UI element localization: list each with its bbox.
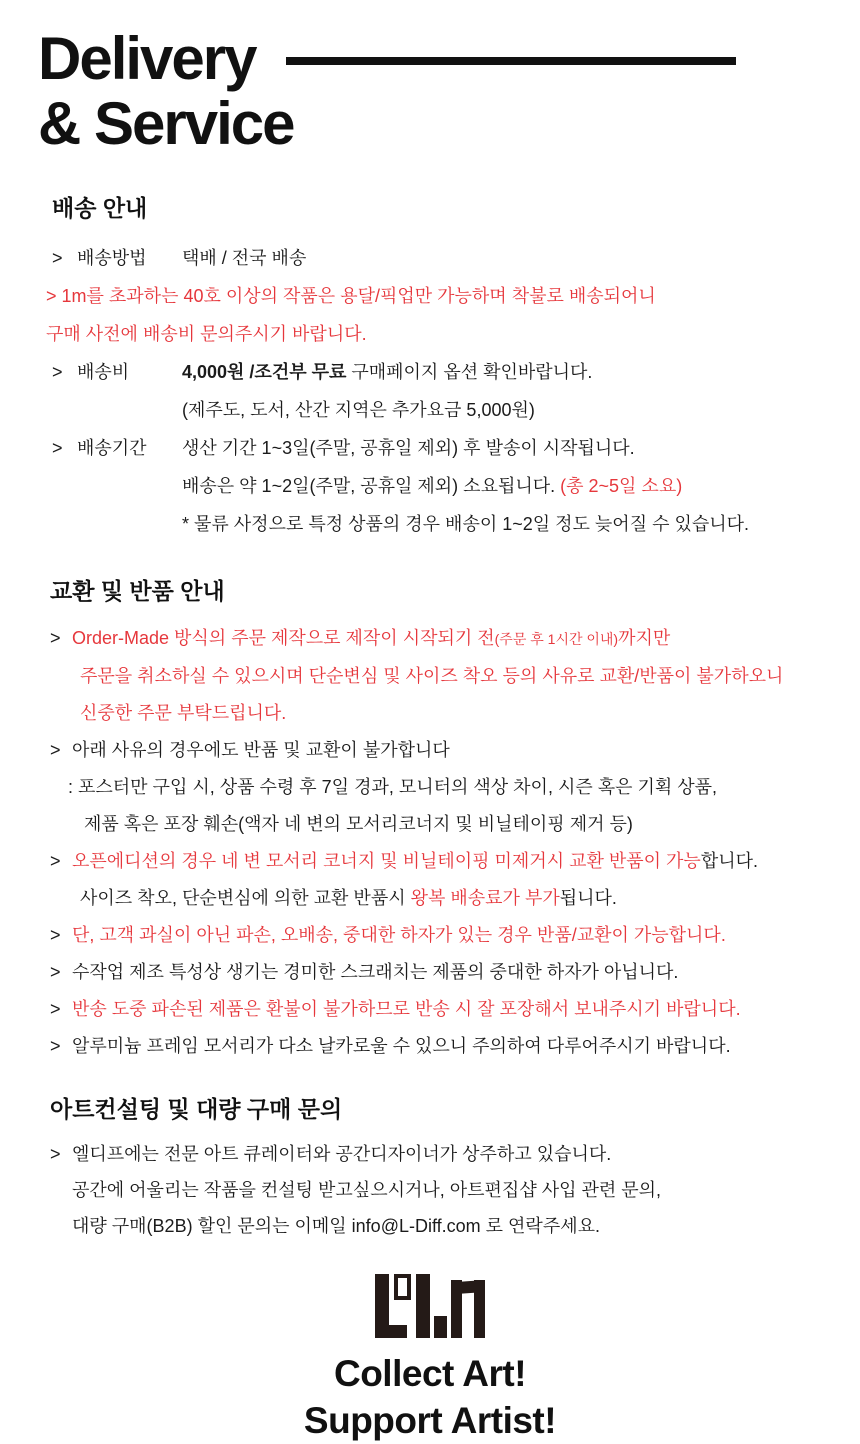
returns-line-roundtrip-fee — [50, 880, 820, 917]
returns-line-order-made — [50, 620, 820, 658]
page-title — [0, 0, 860, 156]
bullet-chevron: > — [50, 999, 61, 1019]
returns-r3b-black2: 됩니다. — [559, 888, 617, 908]
returns-order-made-text — [72, 620, 670, 658]
section-returns — [0, 573, 860, 1065]
shipping-method-value: 택배 / 전국 배송 — [182, 248, 307, 268]
consulting-line1-text: 엘디프에는 전문 아트 큐레이터와 공간디자이너가 상주하고 있습니다. — [72, 1144, 612, 1164]
logo-block-dot-bar — [434, 1316, 447, 1338]
shipping-fee-value — [182, 353, 820, 391]
shipping-period-line3: * 물류 사정으로 특정 상품의 경우 배송이 1~2일 정도 늦어질 수 있습니다. — [182, 514, 750, 534]
bullet-chevron: > — [50, 1144, 61, 1164]
shipping-period-row — [52, 429, 820, 467]
returns-r1-part2: 까지만 — [618, 628, 671, 648]
bullet-chevron: > — [50, 740, 61, 760]
consulting-line1 — [50, 1136, 820, 1172]
consulting-line2: 공간에 어울리는 작품을 컨설팅 받고싶으시거나, 아트편집샵 사입 관련 문의, — [72, 1180, 662, 1200]
returns-r3b-red: 왕복 배송료가 부가 — [410, 888, 560, 908]
returns-no-return-text: 아래 사유의 경우에도 반품 및 교환이 불가합니다 — [72, 740, 450, 760]
returns-open-edition-text — [72, 843, 758, 880]
returns-r1-part1: Order-Made 방식의 주문 제작으로 제작이 시작되기 전 — [72, 628, 495, 648]
returns-line-open-edition — [50, 843, 820, 880]
bullet-chevron: > — [50, 628, 61, 648]
title-rule-line — [286, 57, 736, 65]
logo-block-l-foot — [375, 1325, 407, 1338]
slogan-collect-art: Collect Art! — [333, 1353, 527, 1394]
returns-heading: 교환 및 반품 안내 — [50, 578, 225, 604]
returns-r3b-black1: 사이즈 착오, 단순변심에 의한 교환 반품시 — [80, 888, 411, 908]
returns-line-cases1: : 포스터만 구입 시, 상품 수령 후 7일 경과, 모니터의 색상 차이, 시즌 혹은 기획 상품, — [68, 777, 718, 797]
returns-r3-red: 오픈에디션의 경우 네 변 모서리 코너지 및 비닐테이핑 미제거시 교환 반품이 가능 — [72, 851, 701, 871]
slogan-support-artist: Support Artist! — [303, 1400, 557, 1441]
shipping-fee-label: 배송비 — [77, 362, 130, 382]
returns-aluminum-text: 알루미늄 프레임 모서리가 다소 날카로울 수 있으니 주의하여 다루어주시기 바랍니다. — [72, 1036, 731, 1056]
bullet-chevron: > — [52, 362, 63, 382]
shipping-period-line1: 생산 기간 1~3일(주말, 공휴일 제외) 후 발송이 시작됩니다. — [182, 438, 635, 458]
returns-r3-black: 합니다. — [700, 851, 758, 871]
returns-return-damage-text: 반송 도중 파손된 제품은 환불이 불가하므로 반송 시 잘 포장해서 보내주시기 바랍니다. — [72, 999, 741, 1019]
shipping-period-line2-black: 배송은 약 1~2일(주말, 공휴일 제외) 소요됩니다. — [182, 476, 561, 496]
returns-defect-text: 단, 고객 과실이 아닌 파손, 오배송, 중대한 하자가 있는 경우 반품/교환이 가능합니다. — [72, 925, 726, 945]
shipping-fee-row — [52, 353, 820, 391]
bullet-chevron: > — [50, 925, 61, 945]
shipping-period-label: 배송기간 — [77, 438, 147, 458]
shipping-method-label: 배송방법 — [77, 248, 147, 268]
page-title-line2: & Service — [38, 90, 294, 157]
returns-line-no-return — [50, 732, 820, 769]
returns-line-scratch — [50, 954, 820, 991]
shipping-period-line2 — [182, 467, 820, 505]
bullet-chevron: > — [52, 438, 63, 458]
returns-line-aluminum — [50, 1028, 820, 1065]
shipping-heading: 배송 안내 — [52, 195, 148, 221]
shipping-fee-extra: (제주도, 도서, 산간 지역은 추가요금 5,000원) — [182, 400, 535, 420]
bullet-chevron: > — [52, 248, 63, 268]
logo-block-hollow-square — [394, 1274, 411, 1300]
returns-line-cancel: 주문을 취소하실 수 있으시며 단순변심 및 사이즈 착오 등의 사유로 교환/반품이 불가하오니 — [80, 666, 784, 686]
section-consulting — [0, 1091, 860, 1244]
returns-r1-small: (주문 후 1시간 이내) — [494, 631, 619, 647]
logo-block-pi-left-leg — [451, 1280, 462, 1338]
consulting-heading: 아트컨설팅 및 대량 구매 문의 — [50, 1096, 343, 1122]
shipping-notice-line2: 구매 사전에 배송비 문의주시기 바랍니다. — [46, 324, 367, 344]
shipping-period-line2-red: (총 2~5일 소요) — [560, 476, 683, 496]
returns-line-cases2: 제품 혹은 포장 훼손(액자 네 변의 모서리코너지 및 비닐테이핑 제거 등) — [84, 814, 633, 834]
consulting-line3: 대량 구매(B2B) 할인 문의는 이메일 info@L-Diff.com 로 연락주세요. — [72, 1216, 600, 1236]
logo-block-tall-bar — [416, 1274, 430, 1338]
returns-scratch-text: 수작업 제조 특성상 생기는 경미한 스크래치는 제품의 중대한 하자가 아닙니다. — [72, 962, 679, 982]
section-shipping — [0, 190, 860, 543]
shipping-method-row — [52, 239, 820, 277]
returns-line-defect — [50, 917, 820, 954]
shipping-notice-line1: > 1m를 초과하는 40호 이상의 작품은 용달/픽업만 가능하며 착불로 배송되어니 — [46, 286, 656, 306]
ldiff-logo-icon — [375, 1274, 485, 1338]
returns-line-return-damage — [50, 991, 820, 1028]
bullet-chevron: > — [50, 962, 61, 982]
bullet-chevron: > — [50, 1036, 61, 1056]
page-title-line1: Delivery — [38, 25, 256, 92]
shipping-fee-note: 구매페이지 옵션 확인바랍니다. — [346, 362, 593, 382]
bullet-chevron: > — [50, 851, 61, 871]
shipping-fee-amount: 4,000원 /조건부 무료 — [182, 362, 347, 382]
logo-block-pi-right-leg — [474, 1280, 485, 1338]
returns-line-careful: 신중한 주문 부탁드립니다. — [80, 703, 287, 723]
